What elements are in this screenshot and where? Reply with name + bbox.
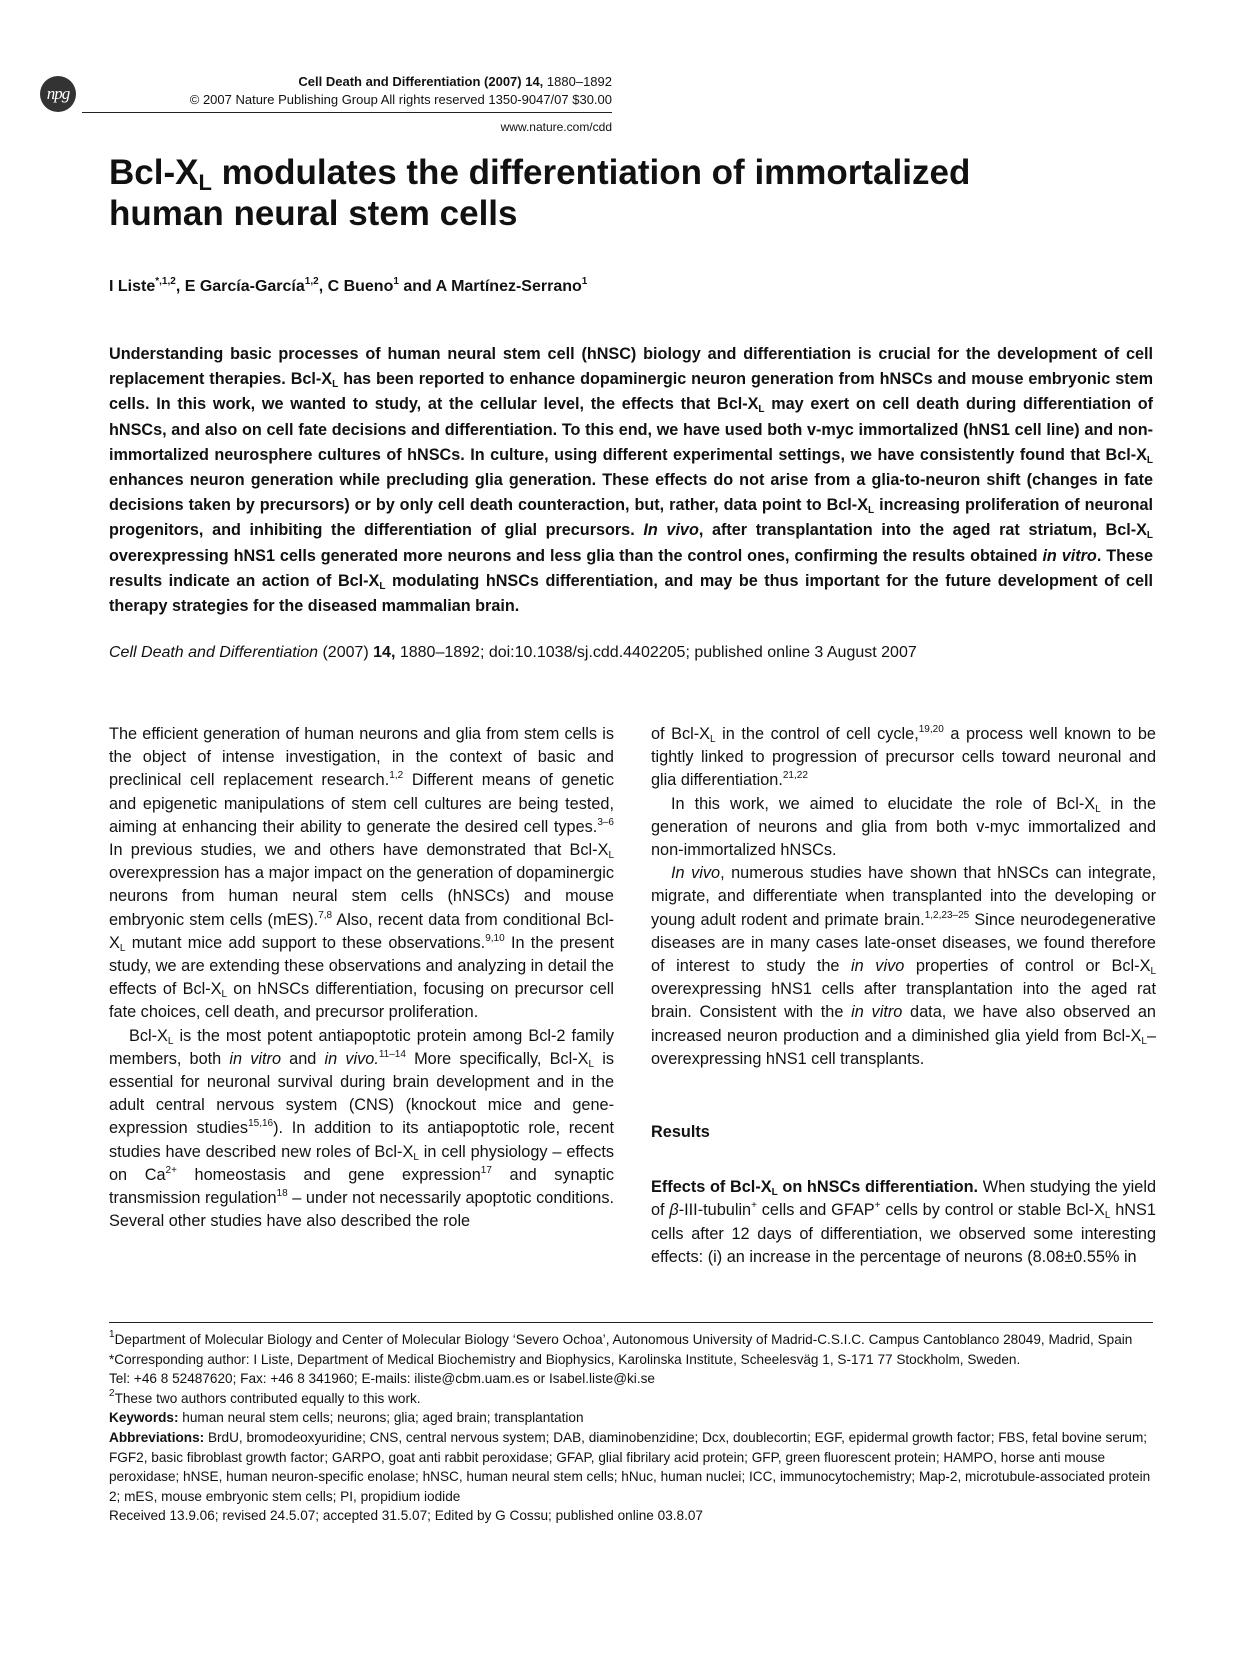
equal-contribution-note: $^2$These two authors contributed equally to this work. bbox=[109, 1387, 421, 1406]
abstract: Understanding basic processes of human neural stem cell (hNSC) biology and differentiation is crucial for the development of cell replacement therapies. Bcl-$X_L$ has been reported to enhance dopaminergic neuron generation from hNSCs and mouse embryonic stem cells. In this work, we wanted to study, at the cellular level, the effects that Bcl-$X_L$ may exert on cell death during differentiation of hNSCs, and also on cell fate decisions and differentiation. To this end, we have used both v-myc immortalized (hNS1 cell line) and non-immortalized neurosphere cultures of hNSCs. In culture, using different experimental settings, we have consistently found that Bcl-$X_L$ enhances neuron generation while precluding glia generation. These effects do not arise from a glia-to-neuron shift (changes in fate decisions taken by precursors) or by only cell death counteraction, but, rather, data point to Bcl-$X_L$ increasing proliferation of neuronal progenitors, and inhibiting the differentiation of glial precursors. In vivo, after transplantation into the aged rat striatum, Bcl-$X_L$ overexpressing hNS1 cells generated more neurons and less glia than the control ones, confirming the results obtained in vitro. These results indicate an action of Bcl-$X_L$ modulating hNSCs differentiation, and may be thus important for the future development of cell therapy strategies for the diseased mammalian brain. bbox=[109, 345, 1154, 616]
copyright-line: © 2007 Nature Publishing Group All rights reserved 1350-9047/07 $30.00 bbox=[189, 92, 612, 107]
intro-paragraph-5: In vivo, numerous studies have shown that hNSCs can integrate, migrate, and differentiate when transplanted into the developing or young adult rodent and primate brain.$^{1,2,23-25}$ Since neurodegenerative diseases are in many cases late-onset diseases, we found therefore of interest to study the in vivo properties of control or Bcl-$X_L$ overexpressing hNS1 cells after transplantation into the aged rat brain. Consistent with the in vitro data, we have also observed an increased neuron production and a diminished glia yield from Bcl-$X_L$–overexpressing hNS1 cell transplants. bbox=[651, 864, 1156, 1068]
corresponding-author: *Corresponding author: I Liste, Department of Medical Biochemistry and Biophysics, Karolinska Institute, Scheelesväg 1, S-171 77 Stockholm, Sweden. bbox=[109, 1351, 1021, 1367]
results-paragraph-1: Effects of Bcl-$X_L$ on hNSCs differentiation. When studying the yield of β-III-tubulin+ cells and GFAP+ cells by control or stable Bcl-$X_L$ hNS1 cells after 12 days of differentiation, we observed some interesting effects: (i) an increase in the percentage of neurons (8.08±0.55% in bbox=[651, 1178, 1156, 1266]
affiliation-footnote: $^1$Department of Molecular Biology and Center of Molecular Biology ‘Severo Ochoa’, Autonomous University of Madrid-C.S.I.C. Campus Cantoblanco 28049, Madrid, Spain bbox=[109, 1329, 1133, 1347]
journal-name: Cell Death and Differentiation (2007) 14, bbox=[298, 74, 544, 89]
body-column-right bbox=[651, 723, 1156, 1269]
header-divider bbox=[82, 112, 612, 113]
received-dates: Received 13.9.06; revised 24.5.07; accepted 31.5.07; Edited by G Cossu; published online 03.8.07 bbox=[109, 1508, 703, 1524]
citation-line: Cell Death and Differentiation (2007) 14, 1880–1892; doi:10.1038/sj.cdd.4402205; published online 3 August 2007 bbox=[109, 644, 917, 661]
article-title: Bcl-$X_L$ modulates the differentiation of immortalized human neural stem cells bbox=[109, 153, 971, 233]
section-heading-results: Results bbox=[651, 1123, 710, 1142]
contact-info: Tel: +46 8 52487620; Fax: +46 8 341960; E-mails: iliste@cbm.uam.es or Isabel.liste@ki.se bbox=[109, 1371, 655, 1387]
keywords: Keywords: human neural stem cells; neurons; glia; aged brain; transplantation bbox=[109, 1410, 584, 1426]
footnotes bbox=[109, 1330, 1153, 1526]
intro-paragraph-1: The efficient generation of human neurons and glia from stem cells is the object of intense investigation, in the context of basic and preclinical cell replacement research.$^{1,2}$ Different means of genetic and epigenetic manipulations of stem cell cultures are being tested, aiming at enhancing their ability to generate the desired cell types.$^{3-6}$ In previous studies, we and others have demonstrated that Bcl-$X_L$ overexpression has a major impact on the generation of dopaminergic neurons from human neural stem cells (hNSCs) and mouse embryonic stem cells (mES).$^{7,8}$ Also, recent data from conditional Bcl-$X_L$ mutant mice add support to these observations.$^{9,10}$ In the present study, we are extending these observations and analyzing in detail the effects of Bcl-$X_L$ on hNSCs differentiation, focusing on precursor cell fate choices, cell death, and precursor proliferation. bbox=[109, 725, 614, 1022]
journal-pages: 1880–1892 bbox=[543, 74, 612, 89]
body-column-left bbox=[109, 723, 614, 1233]
intro-paragraph-2: Bcl-$X_L$ is the most potent antiapoptotic protein among Bcl-2 family members, both in vitro and in vivo.$^{11-14}$ More specifically, Bcl-$X_L$ is essential for neuronal survival during brain development and in the adult central nervous system (CNS) (knockout mice and gene-expression studies$^{15,16}$). In addition to its antiapoptotic role, recent studies have described new roles of Bcl-$X_L$ in cell physiology – effects on $Ca^{2+}$ homeostasis and gene expression$^{17}$ and synaptic transmission regulation$^{18}$ – under not necessarily apoptotic conditions. Several other studies have also described the role bbox=[109, 1026, 615, 1231]
abbreviations: Abbreviations: BrdU, bromodeoxyuridine; CNS, central nervous system; DAB, diaminobenzidine; Dcx, doublecortin; EGF, epidermal growth factor; FBS, fetal bovine serum; FGF2, basic fibroblast growth factor; GARPO, goat anti rabbit peroxidase; GFAP, glial fibrilary acid protein; GFP, green fluorescent protein; HAMPO, horse anti mouse peroxidase; hNSE, human neuron-specific enolase; hNSC, human neural stem cells; hNuc, human nuclei; ICC, immunocytochemistry; Map-2, microtubule-associated protein 2; mES, mouse embryonic stem cells; PI, propidium iodide bbox=[109, 1429, 1151, 1504]
footnote-divider bbox=[109, 1322, 1153, 1323]
intro-paragraph-4: In this work, we aimed to elucidate the role of Bcl-$X_L$ in the generation of neurons and glia from both v-myc immortalized and non-immortalized hNSCs. bbox=[651, 794, 1157, 860]
publisher-logo: npg bbox=[40, 76, 76, 112]
journal-header bbox=[120, 74, 612, 89]
journal-url-link[interactable]: www.nature.com/cdd bbox=[500, 120, 612, 134]
intro-paragraph-3: of Bcl-$X_L$ in the control of cell cycle,$^{19,20}$ a process well known to be tightly linked to progression of precursor cells toward neuronal and glia differentiation.$^{21,22}$ bbox=[651, 724, 1156, 790]
author-list: I Liste$^{*,1,2}$, E García-García$^{1,2}$, C Bueno$^1$ and A Martínez-Serrano$^1$ bbox=[109, 276, 588, 295]
